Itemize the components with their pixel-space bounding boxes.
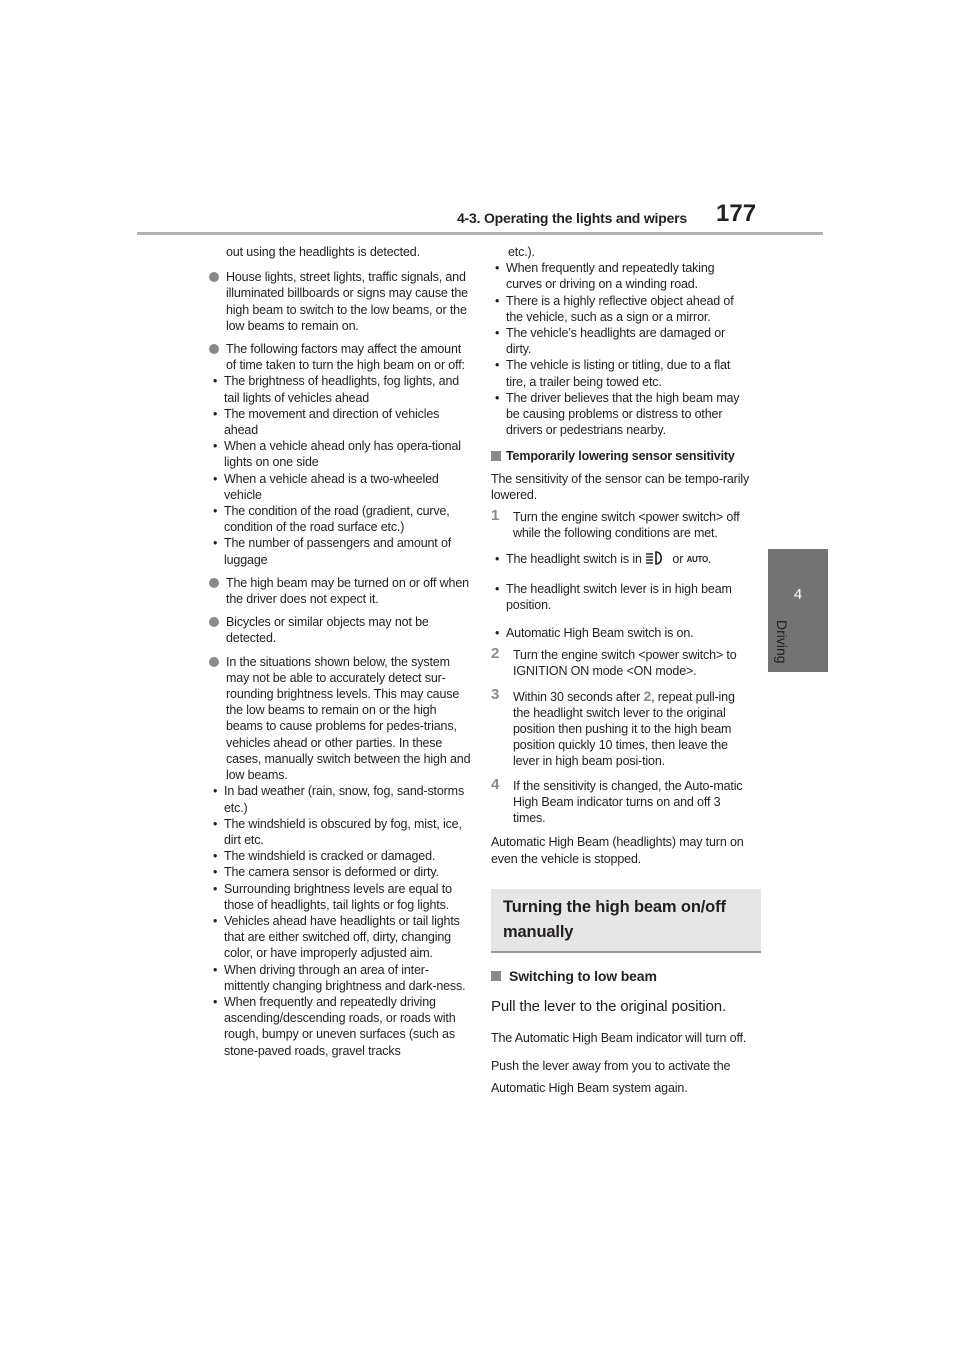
bullet-icon: • bbox=[495, 626, 500, 641]
sub-item bbox=[209, 816, 471, 848]
right-column bbox=[491, 244, 753, 1099]
step-text: If the sensitivity is changed, the Auto-matic High Beam indicator turns on and off 3 times. bbox=[513, 778, 743, 826]
bullet-icon: • bbox=[495, 358, 500, 373]
sub-item-text: There is a highly reflective object ahead of the vehicle, such as a sign or a mirror. bbox=[506, 293, 734, 324]
sub-item-text: The windshield is obscured by fog, mist, ice, dirt etc. bbox=[224, 816, 462, 847]
sensitivity-heading-text: Temporarily lowering sensor sensitivity bbox=[506, 449, 735, 464]
condition-text: The headlight switch is in bbox=[506, 552, 642, 567]
bullet-icon: • bbox=[213, 374, 218, 389]
auto-icon: AUTO bbox=[686, 555, 708, 565]
sub-item bbox=[209, 783, 471, 815]
step-text-continued: , repeat pull-ing the headlight switch lever to the original position then pushing it to the high beam position quickly 10 times, then leave the lever in high beam posi-tion. bbox=[513, 689, 735, 769]
low-beam-instruction: Pull the lever to the original position. bbox=[491, 997, 726, 1015]
bullet-icon: • bbox=[495, 326, 500, 341]
bullet-item bbox=[209, 575, 471, 607]
sub-item-text: When frequently and repeatedly taking curves or driving on a winding road. bbox=[506, 261, 715, 292]
sub-item-text: The number of passengers and amount of luggage bbox=[224, 536, 452, 567]
sub-item bbox=[209, 438, 471, 470]
step-number: 4 bbox=[491, 775, 500, 793]
condition-end: . bbox=[707, 552, 712, 567]
bullet-text: In the situations shown below, the system may not be able to accurately detect sur-rounding brightness levels. This may cause the low beams to remain on or the high beams to cause problems for pedes-trians, vehicles ahead or other parties. In these cases, manually switch between the high and low beams. bbox=[226, 654, 471, 783]
bullet-icon: • bbox=[495, 261, 500, 276]
bullet-icon: • bbox=[495, 552, 500, 567]
step-number: 1 bbox=[491, 507, 500, 525]
left-column bbox=[209, 244, 471, 1066]
bullet-icon: • bbox=[213, 406, 218, 421]
bullet-icon: • bbox=[213, 816, 218, 831]
bullet-dot-icon bbox=[209, 617, 219, 627]
condition-item bbox=[491, 625, 753, 641]
sub-item-text: When a vehicle ahead is a two-wheeled vehicle bbox=[224, 471, 439, 502]
bullet-icon: • bbox=[213, 913, 218, 928]
header-divider bbox=[137, 232, 823, 235]
sub-item bbox=[209, 962, 471, 994]
step-reference: 2 bbox=[643, 687, 652, 704]
reactivate-note: Push the lever away from you to activate the Automatic High Beam system again. bbox=[491, 1058, 731, 1095]
bullet-icon: • bbox=[213, 849, 218, 864]
sensitivity-heading bbox=[491, 448, 753, 464]
sub-item bbox=[209, 471, 471, 503]
bullet-icon: • bbox=[213, 504, 218, 519]
continued-text: etc.). bbox=[508, 245, 535, 259]
condition-item bbox=[491, 551, 753, 568]
sub-item bbox=[209, 406, 471, 438]
bullet-icon: • bbox=[213, 962, 218, 977]
bullet-dot-icon bbox=[209, 344, 219, 354]
low-beam-heading-text: Switching to low beam bbox=[509, 967, 657, 984]
step-text: Turn the engine switch <power switch> off while the following conditions are met. bbox=[513, 510, 740, 541]
chapter-label-text: Driving bbox=[774, 620, 790, 664]
step-text: Within 30 seconds after bbox=[513, 689, 641, 704]
bullet-icon: • bbox=[213, 471, 218, 486]
condition-or: or bbox=[672, 552, 684, 567]
sub-item bbox=[209, 864, 471, 880]
sub-item-text: Vehicles ahead have headlights or tail lights that are either switched off, dirty, changing color, or have improperly adjusted aim. bbox=[224, 913, 460, 961]
sub-item bbox=[209, 503, 471, 535]
chapter-number: 4 bbox=[793, 586, 803, 603]
square-marker-icon bbox=[491, 451, 501, 461]
sub-item bbox=[209, 994, 471, 1059]
bullet-text: Bicycles or similar objects may not be detected. bbox=[226, 615, 429, 646]
sub-item bbox=[491, 260, 753, 292]
section-title: 4-3. Operating the lights and wipers bbox=[456, 210, 687, 226]
right-sub-list bbox=[491, 260, 753, 438]
sub-item-text: The condition of the road (gradient, curve, condition of the road surface etc.) bbox=[224, 504, 450, 535]
bullet-icon: • bbox=[495, 581, 500, 596]
sub-item-text: The camera sensor is deformed or dirty. bbox=[224, 865, 439, 880]
bullet-icon: • bbox=[213, 536, 218, 551]
sub-item-text: The vehicle’s headlights are damaged or dirty. bbox=[506, 326, 726, 357]
sub-item-text: The brightness of headlights, fog lights, and tail lights of vehicles ahead bbox=[224, 374, 460, 405]
sub-item-text: The windshield is cracked or damaged. bbox=[224, 849, 436, 864]
bullet-item bbox=[209, 614, 471, 646]
sub-item bbox=[209, 848, 471, 864]
left-bullet-list bbox=[209, 269, 471, 1059]
sub-item bbox=[491, 293, 753, 325]
step-number: 3 bbox=[491, 685, 500, 703]
indicator-note: The Automatic High Beam indicator will turn off. bbox=[491, 1030, 747, 1045]
bullet-icon: • bbox=[213, 439, 218, 454]
chapter-label bbox=[774, 620, 834, 664]
bullet-icon: • bbox=[213, 784, 218, 799]
bullet-text: The high beam may be turned on or off when the driver does not expect it. bbox=[226, 575, 469, 607]
sub-item-text: The vehicle is listing or titling, due to a flat tire, a trailer being towed etc. bbox=[506, 358, 731, 389]
condition-text: The headlight switch lever is in high beam position. bbox=[506, 581, 732, 612]
sub-item bbox=[491, 325, 753, 357]
step-1 bbox=[491, 509, 753, 541]
sub-item bbox=[209, 881, 471, 913]
note-text: Automatic High Beam (headlights) may turn on even the vehicle is stopped. bbox=[491, 835, 744, 866]
sub-item-text: When a vehicle ahead only has opera-tional lights on one side bbox=[224, 439, 461, 470]
sub-item-text: When frequently and repeatedly driving ascending/descending roads, or roads with rough, bumpy or uneven surfaces (such as stone-paved roads, gravel tracks bbox=[224, 994, 456, 1058]
sensitivity-intro: The sensitivity of the sensor can be tempo-rarily lowered. bbox=[491, 471, 750, 502]
square-marker-icon bbox=[491, 971, 501, 981]
bullet-item bbox=[209, 269, 471, 334]
sub-item-text: Surrounding brightness levels are equal to those of headlights, tail lights or fog lights. bbox=[224, 881, 452, 912]
bullet-item bbox=[209, 341, 471, 568]
bullet-icon: • bbox=[213, 881, 218, 896]
bullet-text: The following factors may affect the amount of time taken to turn the high beam on or off: bbox=[226, 342, 465, 373]
bullet-icon: • bbox=[213, 865, 218, 880]
bullet-item bbox=[209, 654, 471, 1059]
step-2 bbox=[491, 647, 753, 679]
sub-item bbox=[209, 373, 471, 405]
sub-item-text: In bad weather (rain, snow, fog, sand-storms etc.) bbox=[224, 784, 465, 815]
manual-section-heading: Turning the high beam on/off manually bbox=[491, 889, 761, 953]
step-number: 2 bbox=[491, 645, 500, 663]
step-4 bbox=[491, 775, 753, 827]
bullet-dot-icon bbox=[209, 657, 219, 667]
headlight-icon bbox=[645, 551, 669, 565]
low-beam-heading bbox=[491, 967, 753, 985]
sub-item-text: The driver believes that the high beam may be causing problems or distress to other drivers or pedestrians nearby. bbox=[506, 390, 740, 438]
sub-item-text: When driving through an area of inter-mittently changing brightness and dark-ness. bbox=[224, 962, 466, 993]
sub-item bbox=[491, 390, 753, 439]
bullet-text: House lights, street lights, traffic signals, and illuminated billboards or signs may cause the high beam to switch to the low beams, or the low beams to remain on. bbox=[226, 270, 468, 333]
bullet-icon: • bbox=[495, 390, 500, 405]
sub-item bbox=[491, 357, 753, 389]
bullet-icon: • bbox=[213, 994, 218, 1009]
condition-text: Automatic High Beam switch is on. bbox=[506, 626, 694, 641]
page-number: 177 bbox=[716, 200, 757, 227]
step-text: Turn the engine switch <power switch> to IGNITION ON mode <ON mode>. bbox=[513, 648, 737, 679]
bullet-icon: • bbox=[495, 293, 500, 308]
bullet-dot-icon bbox=[209, 578, 219, 588]
condition-item bbox=[491, 581, 753, 613]
continued-text: out using the headlights is detected. bbox=[226, 245, 420, 259]
sub-item bbox=[209, 913, 471, 962]
sub-item bbox=[209, 535, 471, 567]
sub-item-text: The movement and direction of vehicles ahead bbox=[224, 406, 440, 438]
step-3 bbox=[491, 685, 753, 770]
bullet-dot-icon bbox=[209, 272, 219, 282]
